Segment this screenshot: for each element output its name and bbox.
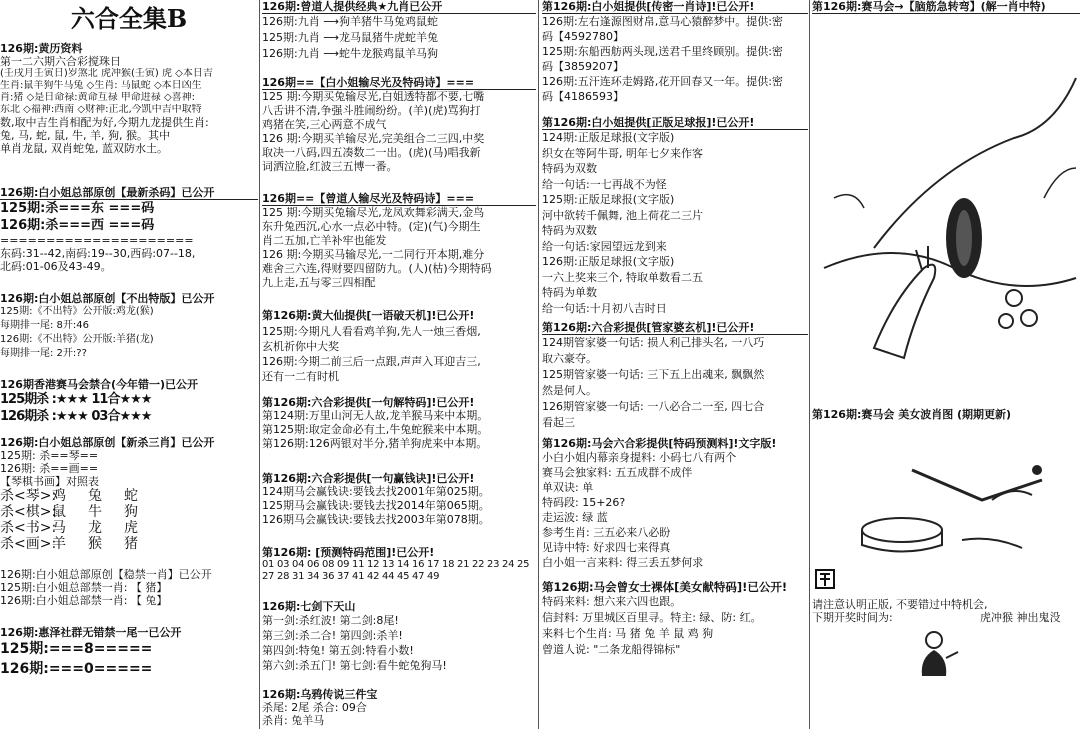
- column-divider: [809, 0, 810, 729]
- text-line: 126期:白小姐总部禁一肖: 【 兔】: [0, 594, 168, 607]
- column-divider: [259, 0, 260, 729]
- section-header: 第126期:马会六合彩提供[特码预测料]!文字版!: [542, 437, 777, 450]
- column-3: [542, 0, 808, 729]
- text-line: 东码:31--42,南码:19--30,西码:07--18,: [0, 247, 196, 260]
- text-line: 特码段: 15+26?: [542, 496, 626, 509]
- section-header: 第126期:白小姐提供[正版足球报]!已公开!: [542, 116, 808, 130]
- footer-zodiac: 虎冲猴 神出鬼没: [980, 611, 1061, 624]
- zodiac-table-cell: 鸡: [52, 488, 66, 504]
- zodiac-table-cell: 龙: [88, 520, 102, 536]
- text-line: 曾道人说: "二条龙船得锦标": [542, 643, 681, 656]
- text-line: 玄机祈你中大奖: [262, 340, 339, 353]
- almanac-section: [0, 42, 258, 155]
- text-line: 126期:正版足球报(文字版): [542, 255, 675, 268]
- text-line: 单双诀: 单: [542, 481, 594, 494]
- section-header: 第126期:白小姐提供[传密一肖诗]!已公开!: [542, 0, 808, 14]
- text-line: 特码为双数: [542, 162, 597, 175]
- text-line: 取六豪夺。: [542, 352, 597, 365]
- riddle-illustration: [814, 18, 1078, 398]
- text-line: 125期:杀===东 ===码: [0, 201, 155, 216]
- text-line: 特码来料: 想六来六四也跟。: [542, 595, 682, 608]
- text-line: 第六剑:杀五门! 第七剑:看牛蛇兔狗马!: [262, 659, 447, 672]
- text-line: 126期:白小姐总部原创【稳禁一肖】已公开: [0, 568, 212, 581]
- text-line: 给一句话:十月初八吉时日: [542, 301, 667, 315]
- text-line: 码【4186593】: [542, 90, 624, 103]
- zodiac-table-row: [0, 488, 258, 504]
- text-line: 码【3859207】: [542, 60, 624, 73]
- text-line: 取决一八码,四五凑数二一出。(虎)(马)唱我新: [262, 146, 481, 159]
- zodiac-table-cell: 马: [52, 520, 66, 536]
- zodiac-table-cell: 猪: [124, 536, 138, 552]
- text-line: 125期管家婆一句话: 三下五上出魂来, 飘飘然: [542, 368, 765, 381]
- text-line: (壬戌月壬寅日)岁煞北 虎冲猴(壬寅) 虎 ◇本日吉: [0, 68, 213, 79]
- text-line: 一六上奖来三个, 特取单数看二五: [542, 270, 703, 284]
- text-line: 东北 ◇福神:西南 ◇财神:正北,今凯中吉中取特: [0, 104, 202, 115]
- text-line: 125期:正版足球报(文字版): [542, 193, 675, 206]
- page-title: 六合全集B: [70, 4, 188, 33]
- text-line: 126期: 杀==画==: [0, 462, 99, 475]
- text-line: 126期马会赢钱诀:要钱去找2003年第078期。: [262, 513, 490, 526]
- section-header: 126期:黄历资料: [0, 42, 83, 55]
- text-line: 126期杀 :★★★ 03合★★★: [0, 409, 152, 424]
- text-line: 每期排一尾: 8开:46: [0, 320, 90, 331]
- section-header: 126期==【曾道人输尽光及特码诗】===: [262, 192, 536, 206]
- crow-legend-section: [262, 688, 536, 727]
- footer-note: 请注意认明正版, 不要错过中特机会,: [812, 598, 988, 611]
- text-line: 124期:正版足球报(文字版): [542, 131, 675, 144]
- text-line: 125期马会赢钱诀:要钱去找2014年第065期。: [262, 499, 490, 512]
- text-line: 第125期:取定金命必有土,牛兔蛇猴来中本期。: [262, 423, 489, 436]
- text-line: 鸡猪在笑,三心两意不成气: [262, 118, 387, 131]
- text-line: 单肖龙鼠, 双肖蛇兔, 蓝双防水土。: [0, 142, 168, 155]
- beauty-illustration: [842, 440, 1072, 560]
- text-line: 125 期:今期买兔输尽光,龙凤欢舞彩满天,金鸟: [262, 206, 485, 219]
- text-line: 特码为单数: [542, 286, 597, 299]
- section-header: 126期:七剑下天山: [262, 600, 356, 613]
- text-line: 第一剑:杀红波! 第二剑:8尾!: [262, 614, 399, 627]
- text-line: 词洒泣脸,红波三五博一番。: [262, 160, 398, 173]
- zodiac-table-label: 杀<棋>:: [0, 504, 57, 520]
- text-line: 河中欲转千佩舞, 池上荷花二三片: [542, 208, 703, 222]
- text-line: 织女在等阿牛哥, 明年七夕来作客: [542, 146, 703, 160]
- seven-swords-section: [262, 600, 536, 673]
- riddle-section: [812, 0, 1080, 14]
- section-header: 第126期:六合彩提供[一句解特码]!已公开!: [262, 396, 475, 409]
- text-line: 看起三: [542, 416, 575, 429]
- text-line: 参考生肖: 三五必来八必盼: [542, 526, 671, 539]
- housekeeper-section: [542, 321, 808, 431]
- footer-section: [812, 598, 1080, 624]
- text-line: 来料七个生肖: 马 猪 兔 羊 鼠 鸡 狗: [542, 627, 714, 640]
- text-line: 125期:===8=====: [0, 641, 153, 657]
- section-header: 126期:惠泽社群无错禁一尾一已公开: [0, 626, 182, 639]
- text-line: 小白小姐内幕亲身提料: 小码七八有两个: [542, 451, 737, 464]
- zodiac-table-cell: 羊: [52, 536, 66, 552]
- section-header: 第126期:六合彩提供[管家婆玄机]!已公开!: [542, 321, 808, 335]
- text-line: 第124期:万里山河无人故,龙羊猴马来中本期。: [262, 409, 489, 422]
- column-1: [0, 0, 258, 729]
- divider-text: =====================: [0, 234, 194, 247]
- text-line: 125期:今期凡人看看鸡羊狗,先人一烛三香烟,: [262, 325, 481, 338]
- section-header: 第126期: [预测特码范围]!已公开!: [262, 546, 435, 559]
- zodiac-table-label: 杀<画>:: [0, 536, 57, 552]
- no-special-section: [0, 292, 258, 361]
- text-line: 124期马会赢钱诀:要钱去找2001年第025期。: [262, 485, 490, 498]
- zodiac-table-row: [0, 504, 258, 520]
- text-line: 给一句话:家园望远龙到来: [542, 239, 667, 253]
- zodiac-table-cell: 鼠: [52, 504, 66, 520]
- text-line: 肖:猪 ◇是日命禄:黄命互禄 甲命进禄 ◇喜神:: [0, 92, 196, 103]
- text-line: 肖二五加,亡羊补牢也能发: [262, 234, 387, 247]
- text-line: 126 期:今期买马输尽光,一二同行开本期,难分: [262, 248, 485, 261]
- text-line: 126期:===0=====: [0, 661, 153, 677]
- text-line: 白小姐一言来料: 得三丢五梦何求: [542, 556, 704, 569]
- text-line: 125期杀 :★★★ 11合★★★: [0, 392, 152, 407]
- prediction-section: [542, 437, 808, 570]
- zodiac-table-label: 杀<书>:: [0, 520, 57, 536]
- text-line: 信封料: 万里城区百里寻。特主: 绿、防: 红。: [542, 611, 762, 624]
- text-line: 数,取中吉生肖相配为好,今期九龙提供生肖:: [0, 116, 209, 129]
- text-line: 东升兔西沉,心水一点必中特。(定)(气)今期生: [262, 220, 481, 233]
- beauty-chart-section: [812, 408, 1080, 421]
- text-line: 然是何人。: [542, 384, 597, 397]
- text-line: 还有一二有时机: [262, 370, 339, 383]
- white-lose-poem-section: [262, 76, 536, 174]
- text-line: 杀尾: 2尾 杀合: 09合: [262, 701, 367, 714]
- ban-one-section: [0, 568, 258, 607]
- zodiac-table-cell: 蛇: [124, 488, 138, 504]
- column-divider: [538, 0, 539, 729]
- secret-poem-section: [542, 0, 808, 104]
- text-line: 125期:《不出特》公开版:鸡龙(猴): [0, 306, 154, 317]
- text-line: 特码为双数: [542, 224, 597, 237]
- section-header: 126期:乌鸦传说三件宝: [262, 688, 378, 701]
- section-header: 126期:白小姐总部原创【不出特版】已公开: [0, 292, 215, 305]
- zodiac-table-cell: 虎: [124, 520, 138, 536]
- text-line: 第三剑:杀二合! 第四剑:杀羊!: [262, 629, 403, 642]
- text-line: 码【4592780】: [542, 30, 624, 43]
- section-header: 126期:白小姐总部原创【最新杀码】已公开: [0, 186, 258, 200]
- text-line: 难舍三六连,得财要四留防九。(人)(枯)今期特码: [262, 262, 492, 275]
- text-line: 126 期:今期买羊输尽光,完美组合二三四,中奖: [262, 132, 485, 145]
- text-line: 兔, 马, 蛇, 鼠, 牛, 羊, 狗, 猴。其中: [0, 129, 170, 142]
- text-line: 126期管家婆一句话: 一八必合二一至, 四七合: [542, 400, 765, 413]
- text-line: 第一二六期六合彩搅珠日: [0, 55, 121, 68]
- text-line: 给一句话:一七再战不为怪: [542, 177, 667, 191]
- banned-combo-section: [0, 378, 258, 425]
- text-line: 杀肖: 兔羊马: [262, 714, 325, 727]
- figure-illustration: [912, 628, 962, 680]
- footer-note: 下期开奖时间为:: [812, 611, 893, 624]
- kill-code-section: [0, 186, 258, 273]
- section-header: 第126期:六合彩提供[一句赢钱诀]!已公开!: [262, 472, 475, 485]
- text-line: 125期:白小姐总部禁一肖: 【 猪】: [0, 581, 168, 594]
- text-line: 生肖:鼠羊狗牛马兔 ◇生肖: 马鼠蛇 ◇本日凶生: [0, 80, 202, 91]
- text-line: 126期:九肖 ⟶蛇牛龙猴鸡鼠羊马狗: [262, 47, 438, 60]
- section-header: 第126期:赛马会 美女波肖图 (期期更新): [812, 408, 1012, 421]
- range-section: [262, 546, 536, 583]
- text-line: 126期:左右逢源图财帛,意马心猿醉梦中。提供:密: [542, 15, 783, 28]
- zodiac-table-cell: 牛: [88, 504, 102, 520]
- oracle-section: [262, 308, 536, 384]
- zodiac-table-row: [0, 536, 258, 552]
- zodiac-table: [0, 488, 258, 552]
- text-line: 125 期:今期买兔输尽光,白姐透特都不要,七嘴: [262, 90, 485, 103]
- section-header: 126期:曾道人提供经典★九肖已公开: [262, 0, 536, 14]
- zodiac-table-cell: 猴: [88, 536, 102, 552]
- text-line: 第四剑:特兔! 第五剑:特看小数!: [262, 644, 414, 657]
- section-header: 126期:白小姐总部原创【新杀三肖】已公开: [0, 436, 215, 449]
- text-line: 北码:01-06及43-49。: [0, 260, 112, 273]
- text-line: 赛马会独家料: 五五成群不成伴: [542, 466, 693, 479]
- win-money-section: [262, 472, 536, 527]
- column-2: [262, 0, 536, 729]
- text-line: 124期管家婆一句话: 损人利己排头名, 一八巧: [542, 336, 765, 349]
- beauty-code-section: [542, 580, 808, 658]
- zeng-lose-poem-section: [262, 192, 536, 290]
- section-header: 第126期:马会曾女士裸体[美女献特码]!已公开!: [542, 580, 788, 594]
- zodiac-table-row: [0, 520, 258, 536]
- logo-glyph-icon: [814, 568, 836, 590]
- text-line: 125期:九肖 ⟶龙马鼠猪牛虎蛇羊兔: [262, 31, 438, 44]
- text-line: 126期:今期二前三后一点跟,声声入耳迎吉三,: [262, 355, 481, 368]
- text-line: 125期:东船西舫两头现,送君千里终顾别。提供:密: [542, 45, 783, 58]
- zodiac-table-label: 杀<琴>:: [0, 488, 57, 504]
- section-header: 126期==【白小姐输尽光及特码诗】===: [262, 76, 536, 90]
- ban-tail-section: [0, 626, 258, 679]
- kill-three-section: [0, 436, 258, 552]
- text-line: 126期:九肖 ⟶狗羊猪牛马兔鸡鼠蛇: [262, 15, 438, 28]
- zodiac-table-cell: 兔: [88, 488, 102, 504]
- section-header: 第126期:赛马会→【脑筋急转弯】(解一肖中特): [812, 0, 1080, 14]
- text-line: 第126期:126两银对半分,猪羊狗虎来中本期。: [262, 437, 488, 450]
- nine-zodiac-section: [262, 0, 536, 62]
- one-line-code-section: [262, 396, 536, 451]
- section-header: 第126期:黄大仙提供[一语破天机]!已公开!: [262, 309, 475, 322]
- text-line: 126期:《不出特》公开版:羊猪(龙): [0, 334, 154, 345]
- text-line: 【琴棋书画】对照表: [0, 475, 99, 488]
- football-paper-section: [542, 116, 808, 316]
- text-line: 八舌讲不清,争强斗胜闹纷纷。(羊)(虎)骂狗打: [262, 104, 481, 117]
- column-4: [812, 0, 1080, 729]
- text-line: 每期排一尾: 2开:??: [0, 348, 87, 359]
- text-line: 126期:杀===西 ===码: [0, 218, 155, 233]
- number-row: 01 03 04 06 08 09 11 12 13 14 16 17 18 21 22 23 24 25: [262, 559, 530, 570]
- text-line: 走运波: 绿 蓝: [542, 511, 608, 524]
- footer-time-row: [812, 611, 1080, 624]
- text-line: 九上走,五与零三四相配: [262, 276, 376, 289]
- text-line: 见诗中特: 好求四七来得真: [542, 541, 671, 554]
- number-row: 27 28 31 34 36 37 41 42 44 45 47 49: [262, 571, 440, 582]
- zodiac-table-cell: 狗: [124, 504, 138, 520]
- text-line: 126期:五汗连环走姆路,花开回春又一年。提供:密: [542, 75, 783, 88]
- text-line: 125期: 杀==琴==: [0, 449, 99, 462]
- section-header: 126期香港赛马会禁合(今年错一)已公开: [0, 378, 199, 391]
